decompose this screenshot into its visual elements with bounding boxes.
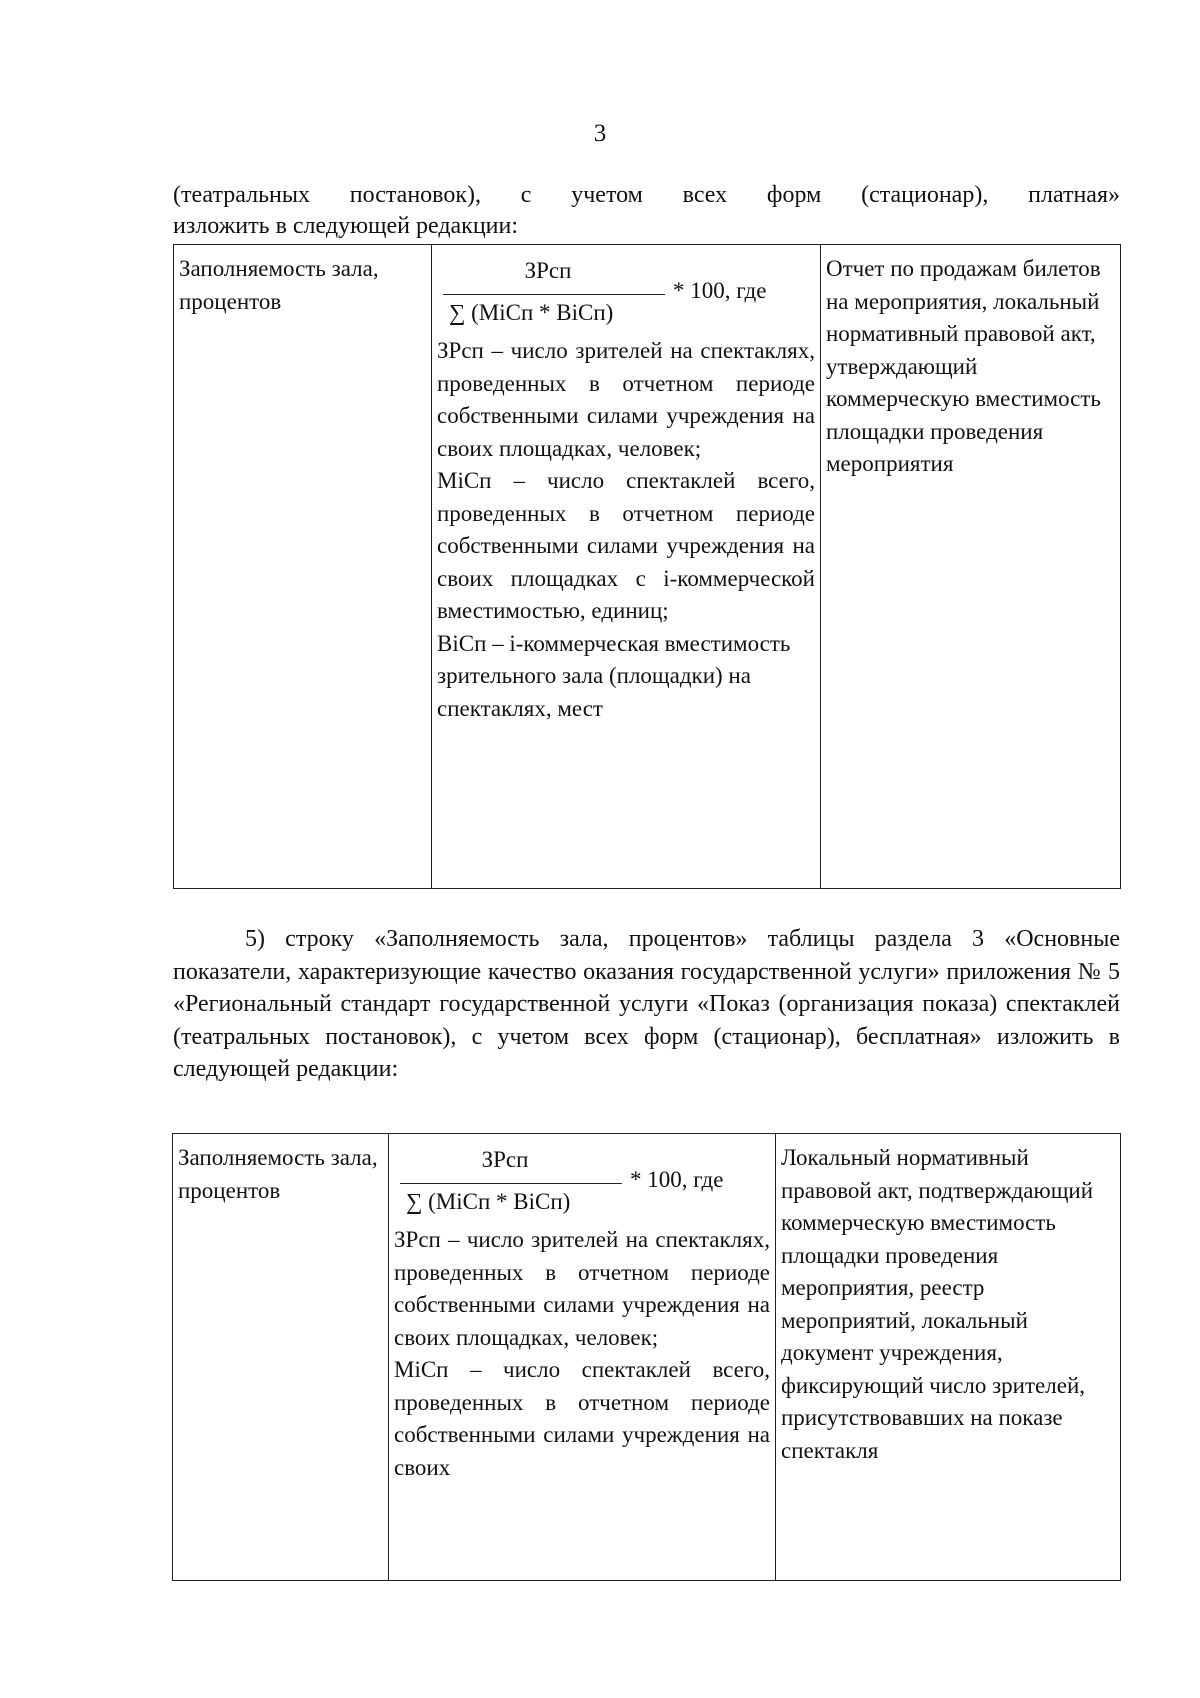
definition-misp: МiСп – число спектаклей всего, проведенных в отчетном периоде собственными силами учреждения на своих площадках с i-коммерческой вместимостью, единиц; xyxy=(437,468,815,623)
definition-visp: ВiСп – i-коммерческая вместимость зрительного зала (площадки) на спектаклях, мест xyxy=(437,630,791,721)
fraction-line xyxy=(443,294,665,295)
definition-zrsp: ЗРсп – число зрителей на спектаклях, проведенных в отчетном периоде собственными силами учреждения на своих площадках, человек; xyxy=(394,1227,770,1350)
amendment-paragraph: 5) строку «Заполняемость зала, процентов» таблицы раздела 3 «Основные показатели, характеризующие качество оказания государственной услуги» приложения № 5 «Региональный стандарт государственной услуги «Показ (организация показа) спектаклей (театральных постановок), с учетом всех форм (стационар), бесплатная» изложить в следующей редакции: xyxy=(173,926,1120,1082)
formula-denominator: ∑ (МiСп * ВiСп) xyxy=(449,300,614,325)
definition-zrsp: ЗРсп – число зрителей на спектаклях, проведенных в отчетном периоде собственными силами учреждения на своих площадках, человек; xyxy=(437,338,815,461)
formula-denominator: ∑ (МiСп * ВiСп) xyxy=(406,1189,571,1214)
indicator-name-cell: Заполняемость зала, процентов xyxy=(173,1134,389,1581)
indicator-name-cell: Заполняемость зала, процентов xyxy=(174,245,432,889)
source-cell: Локальный нормативный правовой акт, подтверждающий коммерческую вместимость площадки проведения мероприятия, реестр мероприятий, локальный документ учреждения, фиксирующий число зрителей, присутствовавших на показе спектакля xyxy=(776,1134,1121,1581)
indicator-table-paid xyxy=(173,244,1121,889)
table-row xyxy=(173,1134,1121,1581)
formula-numerator: ЗРсп xyxy=(481,1147,529,1172)
formula-cell xyxy=(432,245,821,889)
formula-multiplier: * 100, где xyxy=(673,278,767,303)
formula-multiplier: * 100, где xyxy=(630,1167,724,1192)
page-number: 3 xyxy=(593,120,607,147)
formula-cell xyxy=(389,1134,776,1581)
indicator-table-free xyxy=(172,1133,1121,1581)
definition-misp: МiСп – число спектаклей всего, проведенных в отчетном периоде собственными силами учреждения на своих xyxy=(394,1357,770,1480)
formula-numerator: ЗРсп xyxy=(524,258,572,283)
intro-line-2: изложить в следующей редакции: xyxy=(173,213,519,239)
table-row xyxy=(174,245,1121,889)
formula xyxy=(437,253,815,335)
intro-line-1: (театральных постановок), с учетом всех форм (стационар), платная» xyxy=(173,182,1120,208)
source-cell: Отчет по продажам билетов на мероприятия, локальный нормативный правовой акт, утверждающий коммерческую вместимость площадки проведения мероприятия xyxy=(821,245,1121,889)
fraction-line xyxy=(400,1183,622,1184)
formula xyxy=(394,1142,770,1224)
